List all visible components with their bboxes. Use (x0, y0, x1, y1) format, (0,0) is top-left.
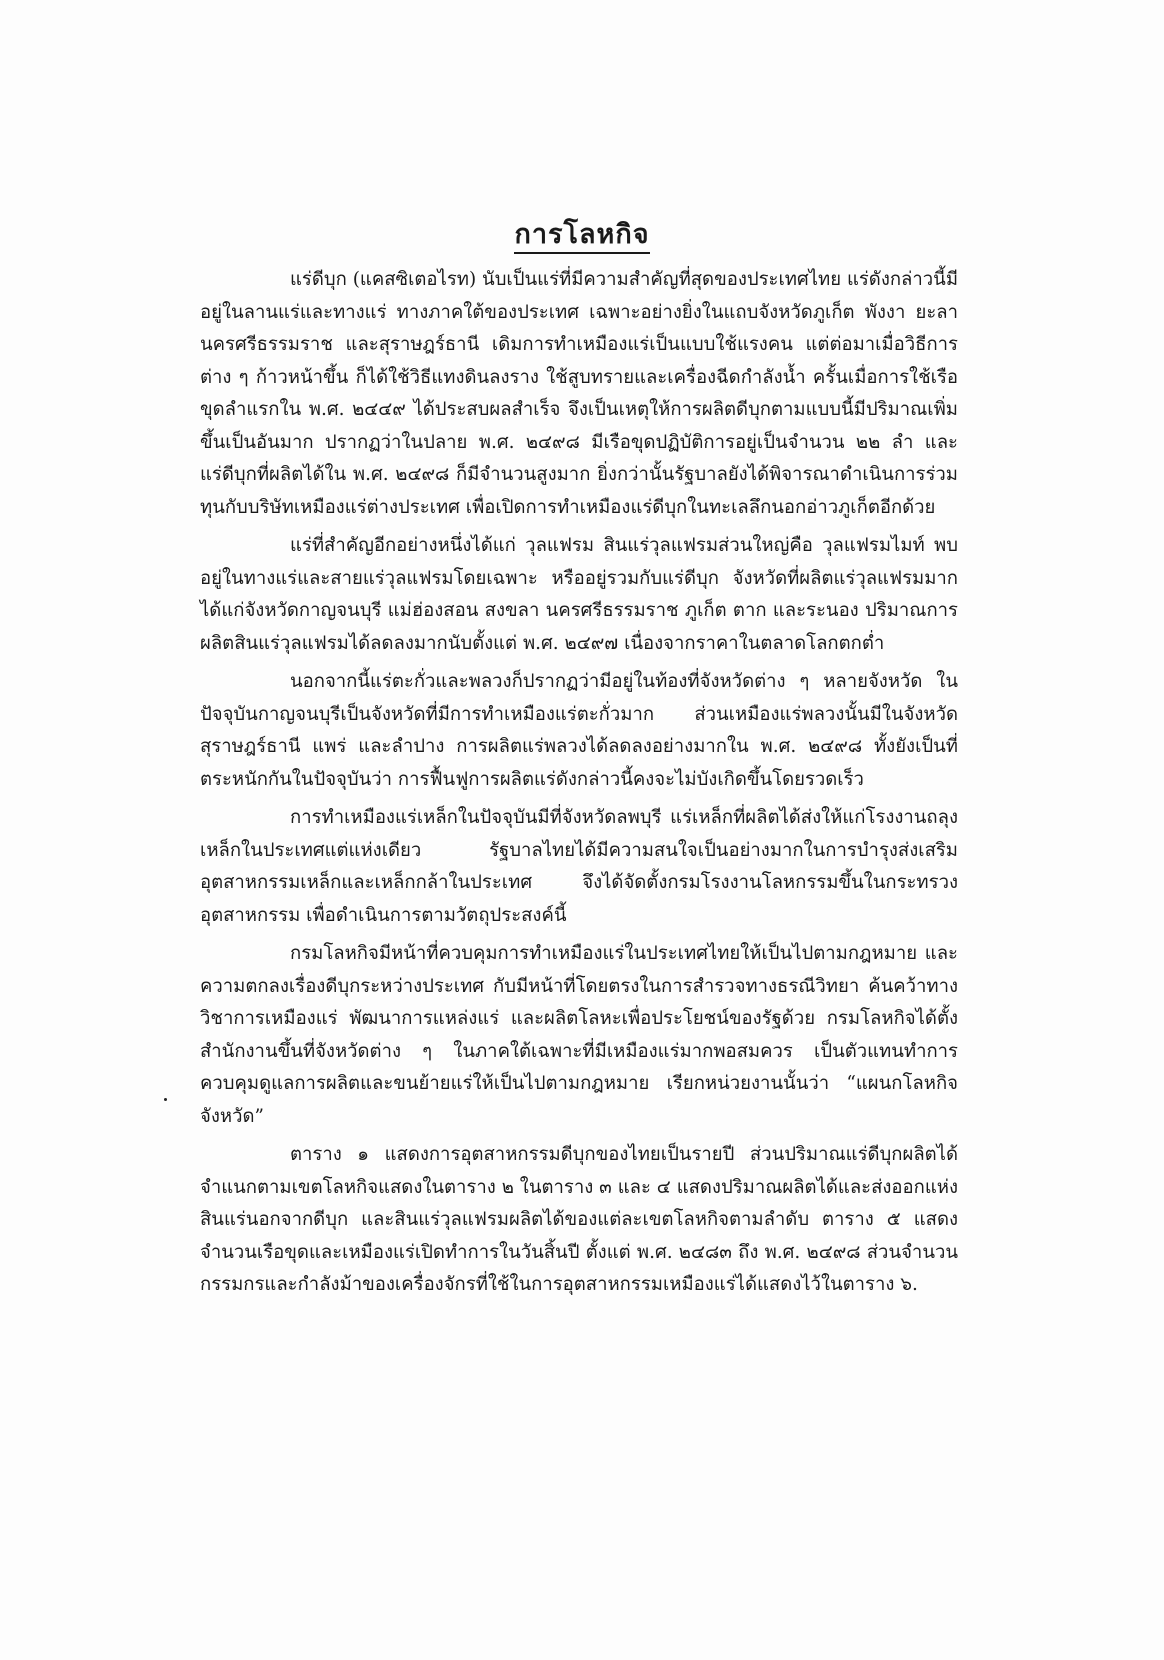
paragraph-tin: แร่ดีบุก (แคสซิเตอไรท) นับเป็นแร่ที่มีความสำคัญที่สุดของประเทศไทย แร่ดังกล่าวนี้มีอยู่ในลานแร่และทางแร่ ทางภาคใต้ของประเทศ เฉพาะอย่างยิ่งในแถบจังหวัดภูเก็ต พังงา ยะลา นครศรีธรรมราช และสุราษฎร์ธานี เดิมการทำเหมืองแร่เป็นแบบใช้แรงคน แต่ต่อมาเมื่อวิธีการต่าง ๆ ก้าวหน้าขึ้น ก็ได้ใช้วิธีแทงดินลงราง ใช้สูบทรายและเครื่องฉีดกำลังน้ำ ครั้นเมื่อการใช้เรือขุดลำแรกใน พ.ศ. ๒๔๔๙ ได้ประสบผลสำเร็จ จึงเป็นเหตุให้การผลิตดีบุกตามแบบนี้มีปริมาณเพิ่มขึ้นเป็นอันมาก ปรากฏว่าในปลาย พ.ศ. ๒๔๙๘ มีเรือขุดปฏิบัติการอยู่เป็นจำนวน ๒๒ ลำ และแร่ดีบุกที่ผลิตได้ใน พ.ศ. ๒๔๙๘ ก็มีจำนวนสูงมาก ยิ่งกว่านั้นรัฐบาลยังได้พิจารณาดำเนินการร่วมทุนกับบริษัทเหมืองแร่ต่างประเทศ เพื่อเปิดการทำเหมืองแร่ดีบุกในทะเลลึกนอกอ่าวภูเก็ตอีกด้วย (200, 269, 959, 518)
paragraph-iron: การทำเหมืองแร่เหล็กในปัจจุบันมีที่จังหวัดลพบุรี แร่เหล็กที่ผลิตได้ส่งให้แก่โรงงานถลุงเหล็กในประเทศแต่แห่งเดียว รัฐบาลไทยได้มีความสนใจเป็นอย่างมากในการบำรุงส่งเสริมอุตสาหกรรมเหล็กและเหล็กกล้าในประเทศ จึงได้จัดตั้งกรมโรงงานโลหกรรมขึ้นในกระทรวงอุตสาหกรรม เพื่อดำเนินการตามวัตถุประสงค์นี้ (200, 807, 958, 926)
paragraph-wolfram: แร่ที่สำคัญอีกอย่างหนึ่งได้แก่ วุลแฟรม สินแร่วุลแฟรมส่วนใหญ่คือ วุลแฟรมไมท์ พบอยู่ในทางแร่และสายแร่วุลแฟรมโดยเฉพาะ หรืออยู่รวมกับแร่ดีบุก จังหวัดที่ผลิตแร่วุลแฟรมมากได้แก่จังหวัดกาญจนบุรี แม่ฮ่องสอน สงขลา นครศรีธรรมราช ภูเก็ต ตาก และระนอง ปริมาณการผลิตสินแร่วุลแฟรมได้ลดลงมากนับตั้งแต่ พ.ศ. ๒๔๙๗ เนื่องจากราคาในตลาดโลกตกต่ำ (200, 535, 958, 654)
page-title-text: การโลหกิจ (514, 219, 649, 254)
page-title (0, 212, 1164, 255)
document-body (200, 264, 958, 1302)
paragraph-mines-department: กรมโลหกิจมีหน้าที่ควบคุมการทำเหมืองแร่ในประเทศไทยให้เป็นไปตามกฎหมาย และความตกลงเรื่องดีบุกระหว่างประเทศ กับมีหน้าที่โดยตรงในการสำรวจทางธรณีวิทยา ค้นคว้าทางวิชาการเหมืองแร่ พัฒนาการแหล่งแร่ และผลิตโลหะเพื่อประโยชน์ของรัฐด้วย กรมโลหกิจได้ตั้งสำนักงานขึ้นที่จังหวัดต่าง ๆ ในภาคใต้เฉพาะที่มีเหมืองแร่มากพอสมควร เป็นตัวแทนทำการควบคุมดูแลการผลิตและขนย้ายแร่ให้เป็นไปตามกฎหมาย เรียกหน่วยงานนั้นว่า “แผนกโลหกิจจังหวัด” (200, 943, 958, 1127)
paragraph-tables-reference: ตาราง ๑ แสดงการอุตสาหกรรมดีบุกของไทยเป็นรายปี ส่วนปริมาณแร่ดีบุกผลิตได้จำแนกตามเขตโลหกิจแสดงในตาราง ๒ ในตาราง ๓ และ ๔ แสดงปริมาณผลิตได้และส่งออกแห่งสินแร่นอกจากดีบุก และสินแร่วุลแฟรมผลิตได้ของแต่ละเขตโลหกิจตามลำดับ ตาราง ๕ แสดงจำนวนเรือขุดและเหมืองแร่เปิดทำการในวันสิ้นปี ตั้งแต่ พ.ศ. ๒๔๘๓ ถึง พ.ศ. ๒๔๙๘ ส่วนจำนวนกรรมกรและกำลังม้าของเครื่องจักรที่ใช้ในการอุตสาหกรรมเหมืองแร่ได้แสดงไว้ในตาราง ๖. (200, 1144, 958, 1295)
stray-ink-dot (164, 1098, 167, 1101)
paragraph-lead-antimony: นอกจากนี้แร่ตะกั่วและพลวงก็ปรากฏว่ามีอยู่ในท้องที่จังหวัดต่าง ๆ หลายจังหวัด ในปัจจุบันกาญจนบุรีเป็นจังหวัดที่มีการทำเหมืองแร่ตะกั่วมาก ส่วนเหมืองแร่พลวงนั้นมีในจังหวัดสุราษฎร์ธานี แพร่ และลำปาง การผลิตแร่พลวงได้ลดลงอย่างมากใน พ.ศ. ๒๔๙๘ ทั้งยังเป็นที่ตระหนักกันในปัจจุบันว่า การฟื้นฟูการผลิตแร่ดังกล่าวนี้คงจะไม่บังเกิดขึ้นโดยรวดเร็ว (200, 671, 958, 790)
